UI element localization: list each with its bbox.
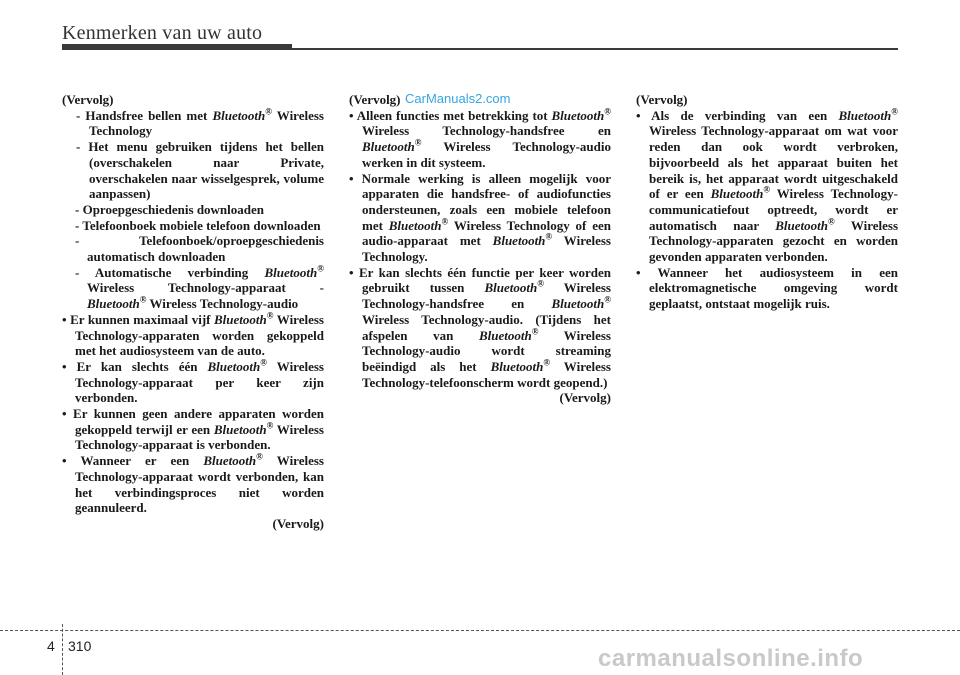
list-item: • Er kan slechts één Bluetooth® Wireless Technology-apparaat per keer zijn verbonden. bbox=[62, 357, 324, 406]
list-item: - Telefoonboek mobiele telefoon downloaden bbox=[75, 217, 321, 233]
list-item: • Er kunnen maximaal vijf Bluetooth® Wireless Technology-apparaten worden gekoppeld met het audiosysteem van de auto. bbox=[62, 310, 324, 359]
continued-label: (Vervolg) bbox=[636, 92, 688, 107]
page-title: Kenmerken van uw auto bbox=[62, 22, 263, 44]
site-watermark: carmanualsonline.info bbox=[598, 645, 864, 672]
page-number: 310 bbox=[68, 638, 92, 654]
list-item: - Automatische verbinding Bluetooth® Wireless Technology-apparaat - Bluetooth® Wireless Technology-audio bbox=[75, 263, 324, 312]
list-item: • Alleen functies met betrekking tot Bluetooth® Wireless Technology-handsfree en Bluetooth® Wireless Technology-audio werken in dit systeem. bbox=[349, 106, 611, 170]
list-item: • Er kunnen geen andere apparaten worden gekoppeld terwijl er een Bluetooth® Wireless Technology-apparaat is verbonden. bbox=[62, 406, 324, 453]
continued-label: (Vervolg) bbox=[559, 390, 611, 406]
section-number: 4 bbox=[47, 638, 55, 654]
list-item: - Handsfree bellen met Bluetooth® Wireless Technology bbox=[76, 106, 324, 139]
list-item: - Oproepgeschiedenis downloaden bbox=[75, 201, 265, 217]
list-item: • Wanneer er een Bluetooth® Wireless Technology-apparaat wordt verbonden, kan het verbindingsproces niet worden geannuleerd. bbox=[62, 451, 324, 516]
list-item: - Telefoonboek/oproepgeschiedenis automatisch downloaden bbox=[75, 233, 324, 265]
continued-label: (Vervolg) bbox=[349, 92, 401, 107]
header-rule bbox=[62, 48, 898, 50]
list-item: • Er kan slechts één functie per keer worden gebruikt tussen Bluetooth® Wireless Technology-handsfree en Bluetooth® Wireless Technology-audio. (Tijdens het afspelen van Bluetooth® Wireless Technology-audio wordt streaming beëindigd als het Bluetooth® Wireless Technology-telefoonscherm wordt geopend.) bbox=[349, 264, 611, 390]
list-item: • Als de verbinding van een Bluetooth® Wireless Technology-apparaat om wat voor reden dan ook wordt verbroken, bijvoorbeeld als het apparaat buiten het bereik is, het apparaat wordt uitgeschakeld of er een Bluetooth® Wireless Technology-communicatiefout optreedt, wordt er automatisch naar Bluetooth® Wireless Technology-apparaten gezocht en worden gevonden apparaten verbonden. bbox=[636, 106, 898, 265]
list-item: • Wanneer het audiosysteem in een elektromagnetische omgeving wordt geplaatst, ontstaat mogelijk ruis. bbox=[636, 264, 898, 312]
list-item: • Normale werking is alleen mogelijk voor apparaten die handsfree- of audiofuncties ondersteunen, zoals een mobiele telefoon met Bluetooth® Wireless Technology of een audio-apparaat met Bluetooth® Wireless Technology. bbox=[349, 170, 611, 265]
text-column-1 bbox=[62, 92, 324, 532]
text-column-2 bbox=[349, 92, 611, 406]
footer-rule bbox=[0, 630, 960, 631]
list-item: - Het menu gebruiken tijdens het bellen (overschakelen naar Private, overschakelen naar wisselgesprek, volume aanpassen) bbox=[76, 139, 324, 202]
footer-divider bbox=[62, 624, 63, 675]
continued-label: (Vervolg) bbox=[62, 92, 114, 107]
watermark-link[interactable]: CarManuals2.com bbox=[405, 91, 511, 106]
text-column-3 bbox=[636, 92, 898, 312]
continued-label: (Vervolg) bbox=[272, 515, 324, 531]
